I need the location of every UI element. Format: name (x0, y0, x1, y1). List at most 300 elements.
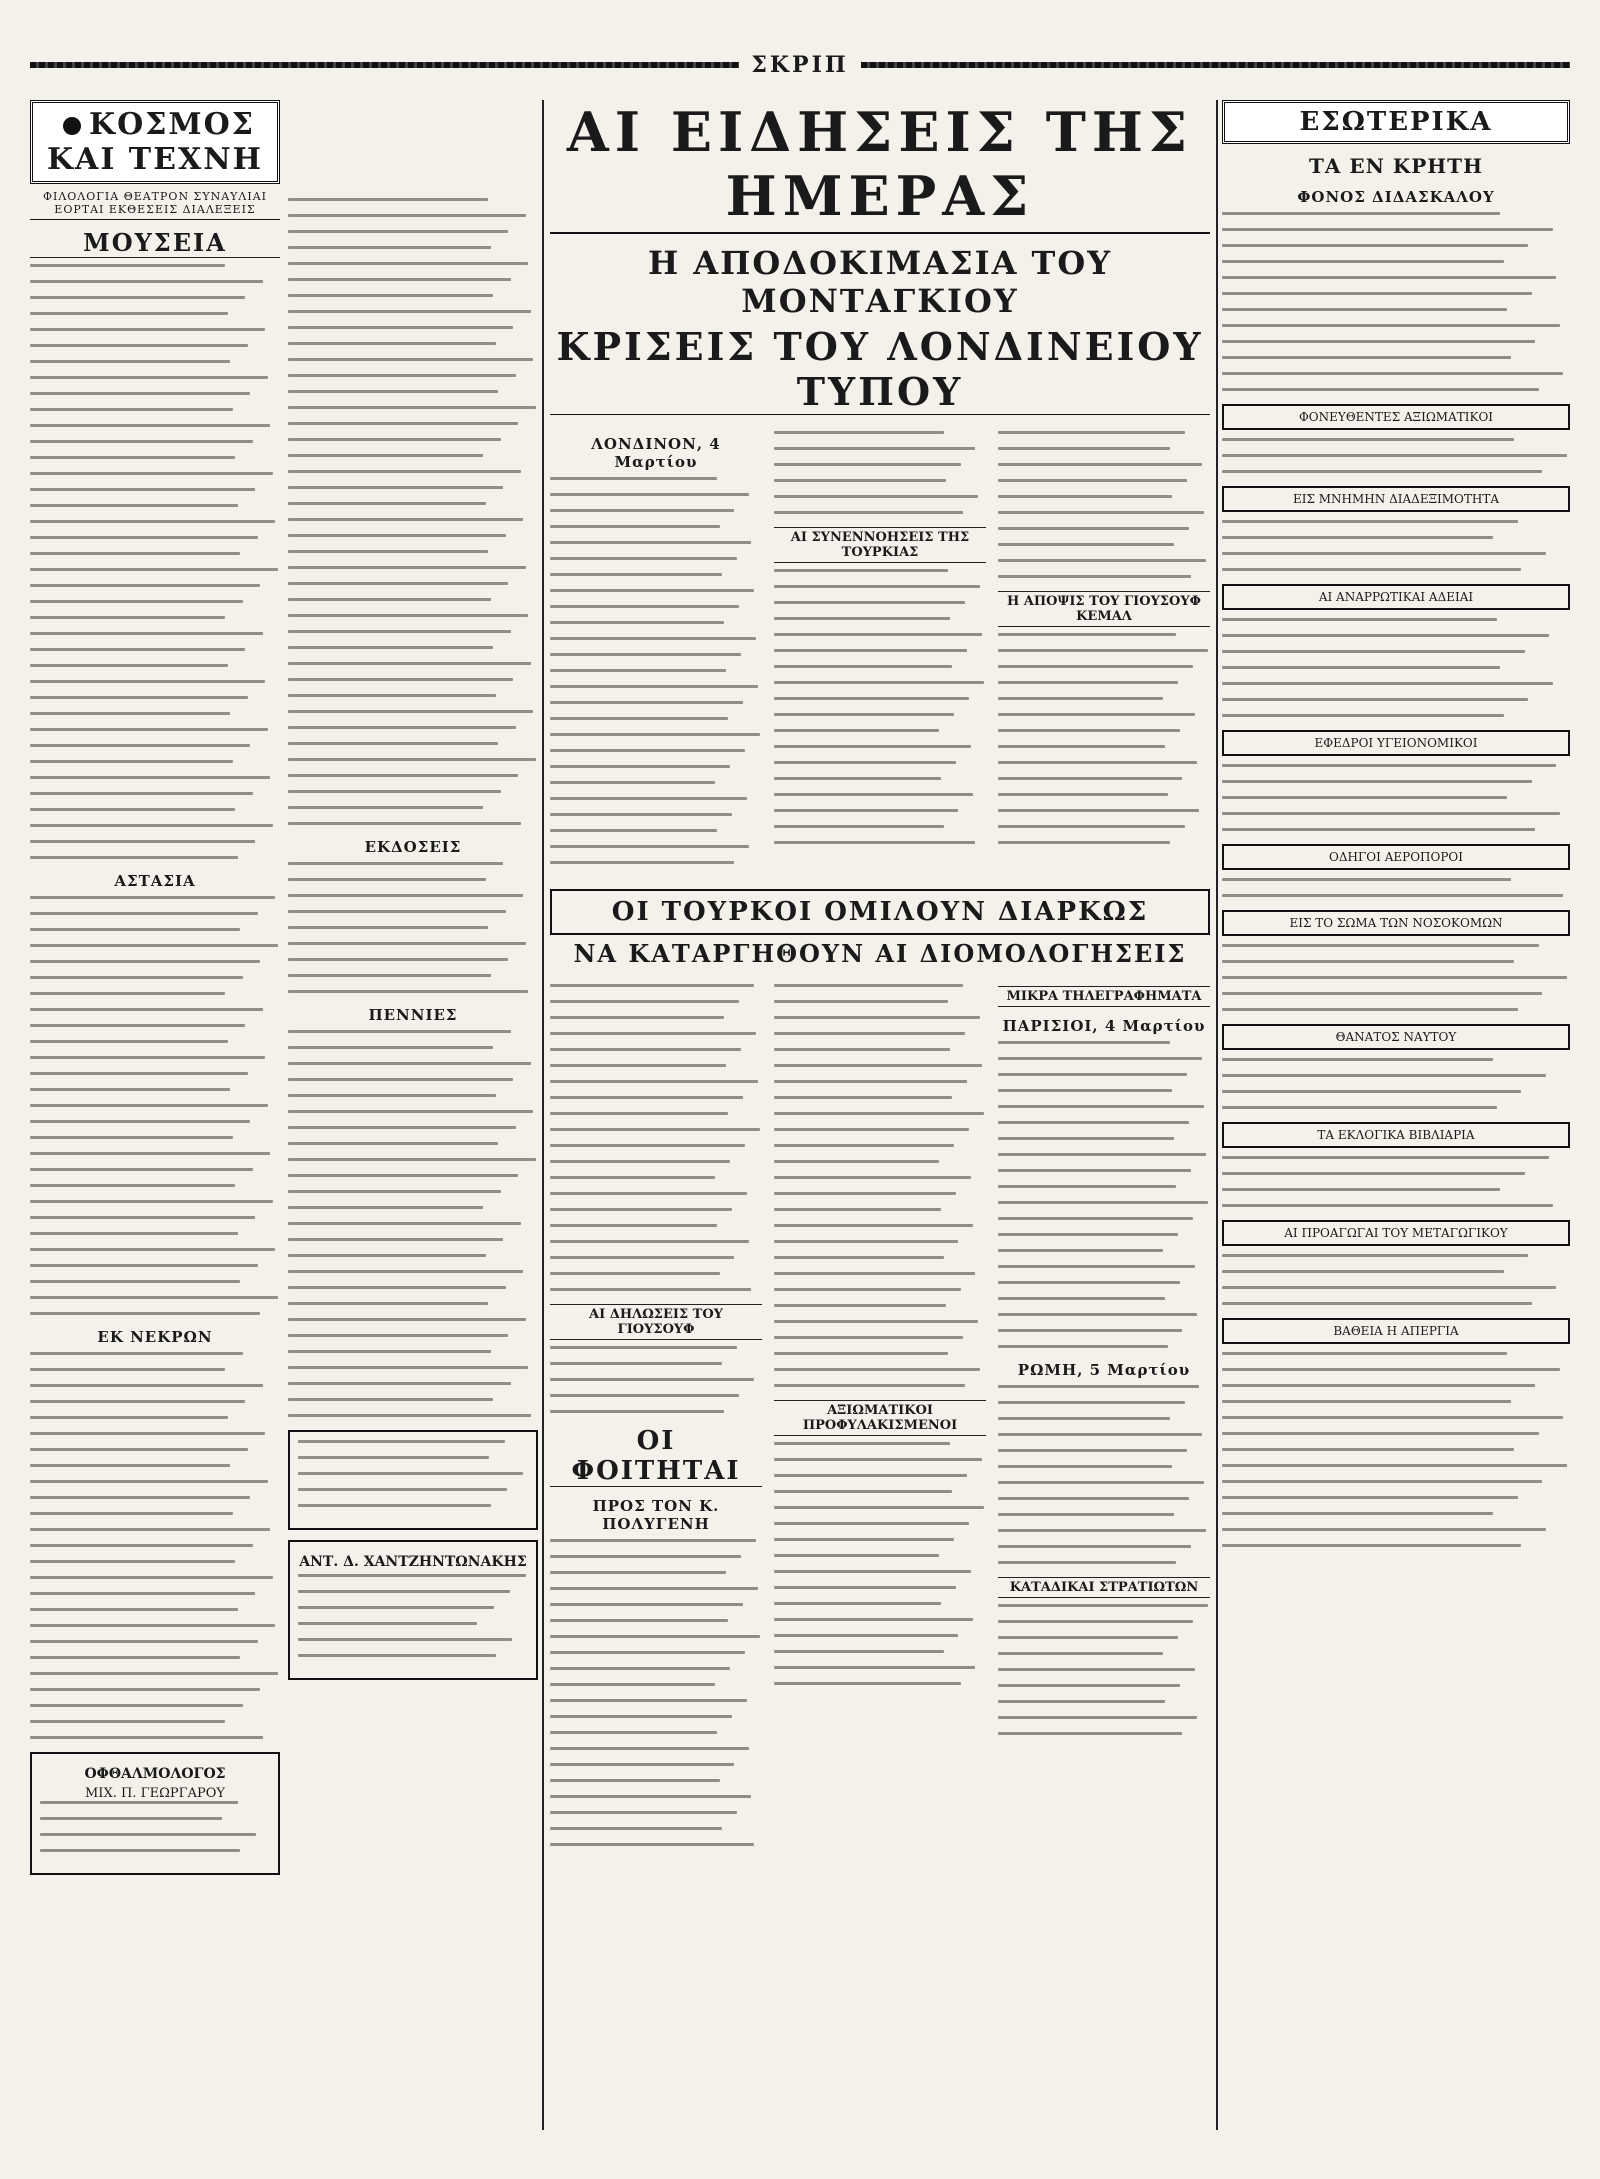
text-line (998, 1265, 1195, 1268)
text-line (550, 605, 739, 608)
text-line (30, 960, 260, 963)
text-line (774, 1634, 958, 1637)
text-line (998, 1249, 1163, 1252)
text-line (774, 1016, 980, 1019)
text-line (998, 1105, 1204, 1108)
text-line (30, 1168, 253, 1171)
text-line (774, 1666, 975, 1669)
article-col2-top (288, 198, 538, 825)
text-line (288, 1078, 513, 1081)
text-line (550, 477, 717, 480)
text-line (1222, 944, 1539, 947)
article-tourkoi-body (550, 984, 762, 1291)
text-line (550, 829, 717, 832)
text-line (998, 1169, 1191, 1172)
text-line (1222, 698, 1528, 701)
text-line (774, 681, 984, 684)
text-line (1222, 1400, 1511, 1403)
text-line (30, 376, 268, 379)
text-line (998, 543, 1174, 546)
text-line (298, 1472, 523, 1475)
text-line (30, 944, 278, 947)
text-line (288, 406, 536, 409)
text-line (40, 1801, 238, 1804)
text-line (774, 1458, 982, 1461)
text-line (288, 1398, 493, 1401)
text-line (550, 1288, 751, 1291)
text-line (550, 733, 760, 736)
text-line (298, 1574, 526, 1577)
text-line (998, 1561, 1176, 1564)
text-line (998, 761, 1197, 764)
text-line (30, 1296, 278, 1299)
text-line (288, 310, 531, 313)
text-line (774, 649, 967, 652)
text-line (30, 1736, 263, 1739)
text-line (998, 1716, 1197, 1719)
text-line (774, 697, 969, 700)
text-line (30, 760, 233, 763)
text-line (998, 1217, 1193, 1220)
center-col-3 (998, 425, 1210, 877)
heading-pennies: ΠΕΝΝΙΕΣ (368, 1006, 458, 1024)
text-line (30, 1120, 250, 1123)
left-column-1 (30, 100, 280, 2140)
text-line (998, 1513, 1174, 1516)
text-line (550, 1587, 758, 1590)
text-line (774, 1240, 958, 1243)
article-eknekron-body (30, 1352, 280, 1739)
center-article-columns (550, 425, 1210, 877)
text-line (774, 1602, 941, 1605)
text-line (1222, 520, 1518, 523)
text-line (550, 1779, 720, 1782)
text-line (30, 792, 253, 795)
text-line (288, 486, 503, 489)
text-line (774, 825, 944, 828)
text-line (30, 600, 243, 603)
text-line (288, 974, 491, 977)
text-line (288, 1382, 511, 1385)
text-line (288, 790, 501, 793)
text-line (774, 1474, 967, 1477)
text-line (550, 1747, 749, 1750)
article-center-col2 (774, 431, 986, 514)
text-line (1222, 666, 1500, 669)
ad2-name: ΑΝΤ. Δ. ΧΑΝΤΖΗΝΤΩΝΑΚΗΣ (299, 1554, 527, 1570)
text-line (550, 1048, 741, 1051)
text-line (774, 984, 963, 987)
text-line (550, 525, 720, 528)
text-line (998, 729, 1180, 732)
text-line (30, 520, 275, 523)
text-line (998, 1652, 1163, 1655)
text-line (998, 1385, 1199, 1388)
text-line (998, 1497, 1189, 1500)
masthead-rule-left (30, 62, 739, 68)
section-kicker: ΦΙΛΟΛΟΓΙΑ ΘΕΑΤΡΟΝ ΣΥΝΑΥΛΙΑΙ ΕΟΡΤΑΙ ΕΚΘΕΣΕΙΣ ΔΙΑΛΕΞΕΙΣ (30, 190, 280, 220)
text-line (998, 809, 1199, 812)
text-line (288, 1206, 483, 1209)
text-line (550, 1176, 715, 1179)
text-line (288, 694, 496, 697)
article-nosokomeia-body (1222, 944, 1570, 1011)
text-line (288, 894, 523, 897)
text-line (1222, 828, 1535, 831)
text-line (1222, 260, 1504, 263)
text-line (288, 646, 493, 649)
text-line (774, 463, 961, 466)
masthead-rule (30, 40, 1570, 90)
text-line (774, 1522, 969, 1525)
text-line (30, 1264, 258, 1267)
text-line (30, 568, 278, 571)
text-line (550, 1571, 726, 1574)
text-line (998, 1636, 1178, 1639)
text-line (998, 511, 1204, 514)
text-line (550, 749, 745, 752)
label-syneno: ΑΙ ΣΥΝΕΝΝΟΗΣΕΙΣ ΤΗΣ ΤΟΥΡΚΙΑΣ (774, 527, 986, 563)
text-line (1222, 878, 1511, 881)
article-center-col3 (998, 431, 1210, 578)
text-line (288, 910, 506, 913)
text-line (288, 990, 528, 993)
article-anarrotikai-body (1222, 618, 1570, 717)
text-line (550, 1683, 715, 1686)
text-line (288, 278, 511, 281)
text-line (288, 294, 493, 297)
boxed-headline-tourkoi: ΟΙ ΤΟΥΡΚΟΙ ΟΜΙΛΟΥΝ ΔΙΑΡΚΩΣ (550, 889, 1210, 935)
text-line (774, 1272, 975, 1275)
text-line (774, 569, 948, 572)
center-lower-columns (550, 978, 1210, 1859)
text-line (288, 1110, 533, 1113)
text-line (288, 230, 508, 233)
text-line (30, 1464, 230, 1467)
text-line (998, 1545, 1191, 1548)
text-line (774, 1586, 956, 1589)
text-line (774, 1288, 961, 1291)
text-line (30, 632, 263, 635)
text-line (1222, 1544, 1521, 1547)
text-line (288, 758, 536, 761)
column-divider (1216, 100, 1218, 2130)
text-line (550, 1539, 756, 1542)
text-line (774, 793, 973, 796)
text-line (288, 342, 496, 345)
label-axiomatikoi: ΑΞΙΩΜΑΤΙΚΟΙ ΠΡΟΦΥΛΑΚΙΣΜΕΝΟΙ (774, 1400, 986, 1436)
text-line (288, 1270, 523, 1273)
text-line (550, 1240, 749, 1243)
text-line (30, 424, 270, 427)
heading-foititai: ΟΙ ΦΟΙΤΗΤΑΙ (550, 1426, 762, 1487)
text-line (288, 662, 531, 665)
text-line (774, 1208, 941, 1211)
main-headline: ΑΙ ΕΙΔΗΣΕΙΣ ΤΗΣ ΗΜΕΡΑΣ (550, 100, 1210, 234)
text-line (550, 1651, 745, 1654)
text-line (1222, 1286, 1556, 1289)
text-line (298, 1590, 510, 1593)
text-line (298, 1488, 507, 1491)
text-line (30, 1720, 225, 1723)
text-line (774, 713, 954, 716)
text-line (1222, 1058, 1493, 1061)
text-line (30, 992, 225, 995)
text-line (298, 1440, 505, 1443)
subheadline-typou: ΚΡΙΣΕΙΣ ΤΟΥ ΛΟΝΔΙΝΕΙΟΥ ΤΥΠΟΥ (550, 324, 1210, 415)
heading-diadeximotita: ΕΙΣ ΜΝΗΜΗΝ ΔΙΑΔΕΞΙΜΟΤΗΤΑ (1222, 486, 1570, 512)
section-title-text: ΚΟΣΜΟΣ ΚΑΙ ΤΕΧΝΗ (46, 107, 264, 177)
text-line (298, 1456, 489, 1459)
text-line (998, 1465, 1172, 1468)
right-column (1222, 100, 1570, 2140)
text-line (998, 1417, 1170, 1420)
text-line (998, 713, 1195, 716)
article-axiomatikoi-body (774, 1442, 986, 1685)
text-line (288, 550, 488, 553)
text-line (550, 1256, 734, 1259)
text-line (288, 566, 526, 569)
heading-anarrotikai: ΑΙ ΑΝΑΡΡΩΤΙΚΑΙ ΑΔΕΙΑΙ (1222, 584, 1570, 610)
text-line (30, 728, 268, 731)
text-line (30, 976, 243, 979)
text-line (30, 1024, 245, 1027)
heading-ekdoseis: ΕΚΔΟΣΕΙΣ (364, 838, 462, 856)
text-line (30, 1416, 228, 1419)
article-astasia-body (30, 896, 280, 1315)
text-line (1222, 356, 1511, 359)
text-line (774, 1064, 982, 1067)
text-line (1222, 1254, 1528, 1257)
text-line (30, 1072, 248, 1075)
text-line (288, 470, 521, 473)
text-line (774, 745, 971, 748)
text-line (30, 1608, 238, 1611)
text-line (774, 1192, 956, 1195)
text-line (1222, 1090, 1521, 1093)
text-line (774, 1176, 971, 1179)
text-line (550, 1362, 722, 1365)
text-line (30, 1368, 225, 1371)
text-line (1222, 276, 1556, 279)
text-line (288, 534, 506, 537)
text-line (998, 793, 1168, 796)
text-line (288, 926, 488, 929)
text-line (1222, 976, 1567, 979)
text-line (1222, 228, 1553, 231)
article-pennies-body (288, 1030, 538, 1417)
text-line (774, 1000, 948, 1003)
text-line (30, 1056, 265, 1059)
text-line (288, 1174, 518, 1177)
text-line (774, 511, 963, 514)
text-line (774, 1224, 973, 1227)
masthead-rule-right (861, 62, 1570, 68)
text-line (1222, 1464, 1567, 1467)
text-line (30, 1232, 238, 1235)
heading-metagogika: ΑΙ ΠΡΟΑΓΩΓΑΙ ΤΟΥ ΜΕΤΑΓΩΓΙΚΟΥ (1222, 1220, 1570, 1246)
text-line (550, 573, 722, 576)
text-line (30, 1592, 255, 1595)
text-line (774, 495, 978, 498)
text-line (774, 447, 975, 450)
text-line (1222, 308, 1507, 311)
heading-apergia: ΒΑΘΕΙΑ Η ΑΠΕΡΓΙΑ (1222, 1318, 1570, 1344)
text-line (30, 1528, 270, 1531)
text-line (1222, 1496, 1518, 1499)
text-line (30, 488, 255, 491)
text-line (30, 1008, 263, 1011)
text-line (30, 296, 245, 299)
text-line (998, 479, 1187, 482)
text-line (30, 392, 250, 395)
text-line (550, 1795, 751, 1798)
text-line (774, 665, 952, 668)
article-museia-body (30, 264, 280, 859)
text-line (550, 984, 754, 987)
text-line (1222, 340, 1535, 343)
text-line (998, 1732, 1182, 1735)
heading-museia: ΜΟΥΣΕΙΑ (30, 228, 280, 258)
text-line (550, 1128, 760, 1131)
text-line (288, 1318, 526, 1321)
text-line (30, 280, 263, 283)
heading-odigoi: ΟΔΗΓΟΙ ΑΕΡΟΠΟΡΟΙ (1222, 844, 1570, 870)
text-line (998, 1313, 1197, 1316)
text-line (1222, 796, 1507, 799)
text-line (1222, 568, 1521, 571)
article-thanatos-body (1222, 1058, 1570, 1109)
article-fonevthentes-body (1222, 438, 1570, 473)
text-line (30, 928, 240, 931)
text-line (774, 1650, 944, 1653)
article-metagogika-body (1222, 1254, 1570, 1305)
text-line (1222, 992, 1542, 995)
text-line (288, 878, 486, 881)
text-line (1222, 212, 1500, 215)
text-line (30, 696, 248, 699)
text-line (1222, 682, 1553, 685)
text-line (288, 1046, 493, 1049)
text-line (288, 518, 523, 521)
article-fonos-body (1222, 212, 1570, 391)
text-line (1222, 324, 1560, 327)
text-line (288, 1142, 498, 1145)
text-line (30, 456, 235, 459)
text-line (1222, 244, 1528, 247)
article-paris-body (998, 1041, 1210, 1348)
text-line (774, 1384, 965, 1387)
text-line (550, 1160, 730, 1163)
center-column (550, 100, 1210, 2140)
text-line (288, 958, 508, 961)
text-line (30, 344, 248, 347)
label-giousouf: Η ΑΠΟΨΙΣ ΤΟΥ ΓΙΟΥΣΟΥΦ ΚΕΜΑΛ (998, 591, 1210, 627)
text-line (998, 447, 1170, 450)
text-line (30, 712, 230, 715)
text-line (550, 1603, 743, 1606)
text-line (1222, 1156, 1549, 1159)
text-line (288, 454, 483, 457)
text-line (30, 1688, 260, 1691)
text-line (30, 840, 255, 843)
text-line (774, 841, 975, 844)
subheadline-montagkiou: Η ΑΠΟΔΟΚΙΜΑΣΙΑ ΤΟΥ ΜΟΝΤΑΓΚΙΟΥ (647, 244, 1113, 320)
text-line (998, 825, 1185, 828)
text-line (550, 861, 734, 864)
text-line (1222, 1270, 1504, 1273)
text-line (288, 630, 511, 633)
text-line (550, 1096, 743, 1099)
text-line (30, 1624, 275, 1627)
text-line (774, 1682, 961, 1685)
article-katadikai-body (998, 1604, 1210, 1735)
text-line (1222, 714, 1504, 717)
heading-eknekron: ΕΚ ΝΕΚΡΩΝ (97, 1328, 213, 1346)
text-line (288, 710, 533, 713)
text-line (550, 1346, 737, 1349)
text-line (774, 1032, 965, 1035)
article-ekdoseis-body (288, 862, 538, 993)
text-line (30, 1136, 233, 1139)
text-line (998, 1073, 1187, 1076)
boxed-subheadline-diomologiseis: ΝΑ ΚΑΤΑΡΓΗΘΟΥΝ ΑΙ ΔΙΟΜΟΛΟΓΗΣΕΙΣ (573, 939, 1187, 968)
article-giousouf-body (998, 633, 1210, 844)
text-line (998, 649, 1208, 652)
text-line (774, 1128, 969, 1131)
text-line (774, 1352, 948, 1355)
text-line (288, 822, 521, 825)
text-line (30, 1672, 278, 1675)
text-line (550, 781, 715, 784)
text-line (30, 1184, 235, 1187)
text-line (1222, 1074, 1546, 1077)
text-line (288, 374, 516, 377)
text-line (1222, 372, 1563, 375)
text-line (1222, 618, 1497, 621)
text-line (288, 582, 508, 585)
text-line (550, 1032, 756, 1035)
text-line (1222, 454, 1567, 457)
heading-fonevthentes: ΦΟΝΕΥΘΕΝΤΕΣ ΑΞΙΩΜΑΤΙΚΟΙ (1222, 404, 1570, 430)
text-line (298, 1504, 491, 1507)
text-line (998, 495, 1172, 498)
text-line (998, 1401, 1185, 1404)
text-line (550, 1410, 724, 1413)
text-line (998, 1345, 1168, 1348)
text-line (550, 813, 732, 816)
column-divider (542, 100, 544, 2130)
dateline-rome: ΡΩΜΗ, 5 Μαρτίου (1017, 1361, 1191, 1379)
text-line (30, 1152, 270, 1155)
text-line (774, 479, 946, 482)
left-column-2 (288, 100, 538, 2140)
text-line (40, 1833, 256, 1836)
text-line (30, 648, 245, 651)
article-tourkoi-body-2 (774, 984, 986, 1387)
text-line (1222, 1448, 1514, 1451)
text-line (998, 575, 1191, 578)
text-line (30, 680, 265, 683)
center-lower-col-1 (550, 978, 762, 1859)
article-apergia-body (1222, 1352, 1570, 1547)
text-line (998, 1700, 1165, 1703)
text-line (30, 1656, 240, 1659)
text-line (288, 1414, 531, 1417)
text-line (30, 552, 240, 555)
text-line (30, 440, 253, 443)
text-line (1222, 1528, 1546, 1531)
